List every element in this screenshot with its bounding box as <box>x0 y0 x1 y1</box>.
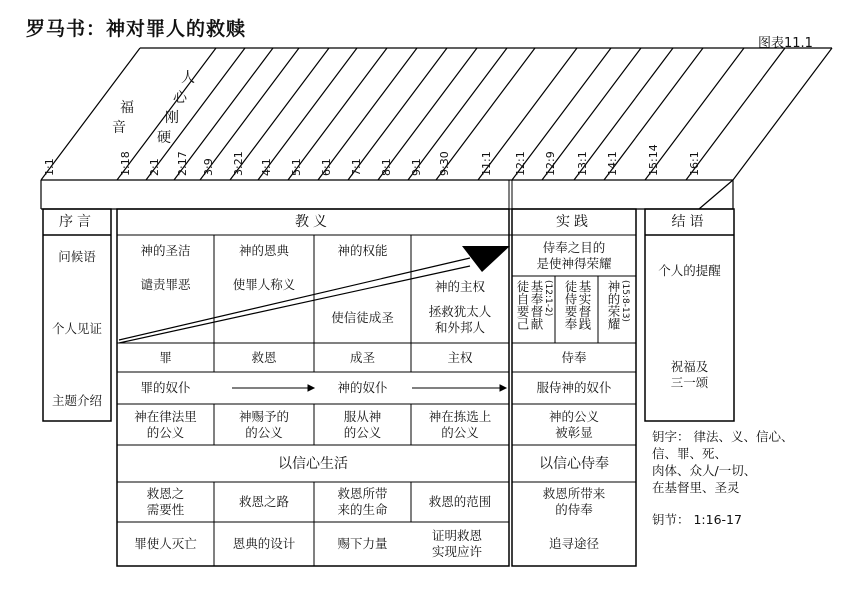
roof-right-edge <box>733 48 832 180</box>
practice-righteousness: 神的公义 被彰显 <box>548 408 599 440</box>
svg-text:心: 心 <box>173 90 187 106</box>
practice-serve: 侍奉 <box>561 349 587 365</box>
ref-label: 3:9 <box>202 158 215 176</box>
doctrine-grace: 神的恩典 <box>238 243 289 258</box>
righteousness-law: 神在律法里 的公义 <box>134 408 197 440</box>
righteousness-election: 神在拣选上 的公义 <box>428 408 492 440</box>
practice-header: 实践 <box>556 214 592 230</box>
righteousness-given: 神赐予的 的公义 <box>238 408 289 440</box>
epilogue-reminder: 个人的提醒 <box>658 263 721 278</box>
ref-label: 4:1 <box>260 158 273 176</box>
doctrine-power: 神的权能 <box>337 243 388 258</box>
slave-of-sin: 罪的奴仆 <box>140 380 191 395</box>
doctrine-holiness: 神的圣洁 <box>140 243 191 258</box>
epilogue-header: 结语 <box>671 214 708 230</box>
key-words: 钥字： 律法、义、信心、 信、罪、死、 肉体、众人/一切、 在基督里、圣灵 <box>652 429 794 495</box>
chart-number: 图表11.1 <box>758 36 813 51</box>
doctrine-sovereignty: 神的主权 <box>434 279 485 294</box>
practice-purpose: 侍奉之目的 是使神得荣耀 <box>536 240 612 271</box>
ref-label: 5:1 <box>290 158 303 176</box>
ref-label: 6:1 <box>320 158 333 176</box>
practice-glory <box>600 280 636 342</box>
ref-label: 9:1 <box>410 158 423 176</box>
seek-way: 追寻途径 <box>548 536 599 551</box>
practice-dedication <box>514 280 554 342</box>
ref-label: 1:18 <box>119 151 132 176</box>
need-of-salvation: 救恩之 需要性 <box>146 486 185 517</box>
ref-label: 12:1 <box>514 151 527 176</box>
ref-label: 3:21 <box>232 151 245 176</box>
theme-sovereignty: 主权 <box>447 349 473 365</box>
give-strength: 赐下力量 <box>337 536 388 551</box>
ref-label: 13:1 <box>576 151 589 176</box>
ref-label: 2:17 <box>176 151 189 176</box>
practice-service-text: 基实督践徒侍要奉 <box>563 280 592 330</box>
practice-dedication-text: 基奉督献徒自要己 <box>515 280 544 330</box>
practice-servant: 服侍神的奴仆 <box>536 380 612 395</box>
ref-label: 8:1 <box>380 158 393 176</box>
grace-design: 恩典的设计 <box>232 536 296 551</box>
service-of-salvation: 救恩所带来 的侍奉 <box>542 486 606 517</box>
slant-texts <box>112 70 195 146</box>
lower-slant <box>41 180 733 209</box>
theme-sin: 罪 <box>159 349 172 365</box>
doctrine-condemn-sin: 谴责罪恶 <box>140 277 191 292</box>
practice-glory-ref: (15:8-13) <box>620 280 630 322</box>
prologue-item-testimony: 个人见证 <box>51 321 102 336</box>
sin-destroys: 罪使人灭亡 <box>134 536 197 551</box>
slave-of-god: 神的奴仆 <box>337 380 388 395</box>
theme-sanctification: 成圣 <box>349 349 375 365</box>
living-by-faith: 以信心生活 <box>278 455 348 472</box>
ref-label: 11:1 <box>480 151 493 176</box>
way-of-salvation: 救恩之路 <box>238 494 289 509</box>
gospel-label-1: 福 <box>120 100 134 116</box>
gospel-label-2: 音 <box>112 120 126 136</box>
practice-dedication-ref: (12:1-2) <box>543 280 553 317</box>
doctrine-justify: 使罪人称义 <box>232 277 296 292</box>
epilogue-doxology: 祝福及 三一颂 <box>670 359 709 390</box>
ref-label: 7:1 <box>350 158 363 176</box>
prove-salvation: 证明救恩 实现应许 <box>431 528 482 559</box>
svg-text:刚: 刚 <box>165 110 179 126</box>
svg-text:硬: 硬 <box>157 130 171 146</box>
ref-label: 16:1 <box>688 151 701 176</box>
life-of-salvation: 救恩所带 来的生命 <box>337 486 388 517</box>
ref-label: 2:1 <box>148 158 161 176</box>
ref-label: 15:14 <box>647 144 660 176</box>
serve-by-faith: 以信心侍奉 <box>539 455 609 472</box>
doctrine-save-all: 拯救犹太人 和外邦人 <box>428 304 492 335</box>
ref-label: 9:30 <box>438 151 451 176</box>
doctrine-sanctify: 使信徒成圣 <box>331 310 394 325</box>
righteousness-obey: 服从神 的公义 <box>343 408 382 440</box>
ref-label: 12:9 <box>544 151 557 176</box>
theme-salvation: 救恩 <box>251 349 277 365</box>
chart-title: 罗马书：神对罪人的救赎 <box>26 18 247 40</box>
prologue-item-theme: 主题介绍 <box>51 393 102 408</box>
key-verses: 钥节： 1:16-17 <box>652 512 742 527</box>
ref-label: 1:1 <box>43 158 56 176</box>
practice-service <box>557 280 597 342</box>
prologue-item-greeting: 问候语 <box>58 249 96 264</box>
svg-text:人: 人 <box>181 70 195 86</box>
doctrine-header: 教义 <box>295 214 331 230</box>
scope-of-salvation: 救恩的范围 <box>428 494 492 509</box>
practice-glory-text: 神的荣耀 <box>606 280 621 330</box>
ref-label: 14:1 <box>606 151 619 176</box>
prologue-header: 序言 <box>59 214 95 230</box>
